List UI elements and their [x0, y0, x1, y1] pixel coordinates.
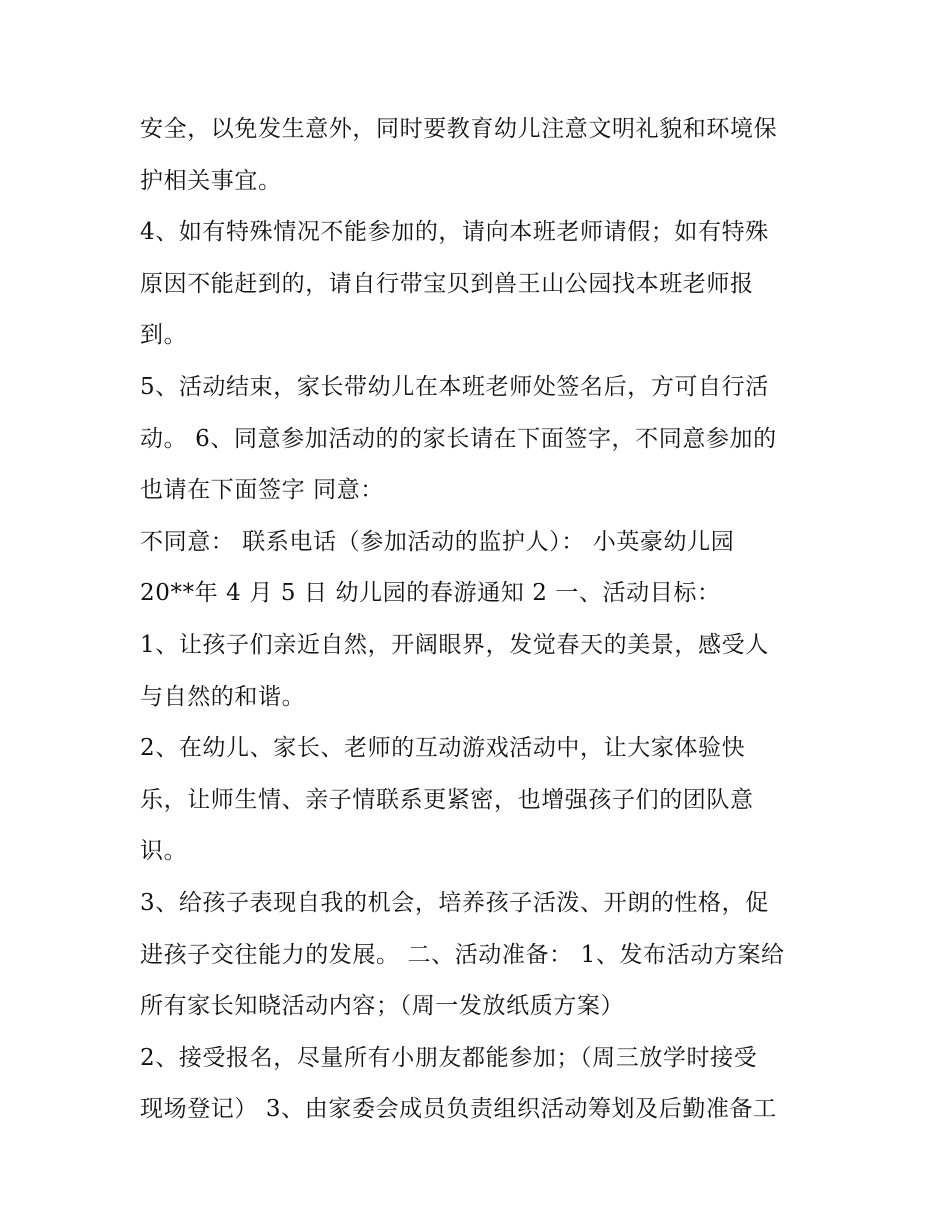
- text-line: 3、给孩子表现自我的机会，培养孩子活泼、开朗的性格，促: [140, 889, 769, 916]
- text-line: 乐，让师生情、亲子情联系更紧密，也增强孩子们的团队意: [140, 786, 754, 813]
- text-line: 与自然的和谐。: [140, 683, 306, 710]
- text-line: 5、活动结束，家长带幼儿在本班老师处签名后，方可自行活: [140, 373, 769, 400]
- text-line: 护相关事宜。: [140, 167, 282, 194]
- text-line: 现场登记） 3、由家委会成员负责组织活动筹划及后勤准备工: [140, 1096, 777, 1123]
- document-body: [140, 104, 840, 1136]
- text-line: 安全，以免发生意外，同时要教育幼儿注意文明礼貌和环境保: [140, 116, 778, 142]
- text-line: 原因不能赶到的，请自行带宝贝到兽王山公园找本班老师报: [140, 270, 754, 297]
- text-line: 也请在下面签字 同意：: [140, 477, 384, 504]
- text-line: 动。 6、同意参加活动的的家长请在下面签字，不同意参加的: [140, 425, 777, 452]
- text-line: 2、在幼儿、家长、老师的互动游戏活动中，让大家体验快: [140, 735, 746, 762]
- text-line: 1、让孩子们亲近自然，开阔眼界，发觉春天的美景，感受人: [140, 631, 769, 658]
- text-line: 不同意： 联系电话（参加活动的监护人）： 小英豪幼儿园: [140, 528, 735, 555]
- text-line: 进孩子交往能力的发展。 二、活动准备： 1、发布活动方案给: [140, 941, 785, 968]
- text-line: 到。: [140, 322, 188, 349]
- text-line: 所有家长知晓活动内容；（周一发放纸质方案）: [140, 993, 625, 1020]
- text-line: 20**年 4 月 5 日 幼儿园的春游通知 2 一、活动目标：: [140, 580, 721, 607]
- text-line: 2、接受报名，尽量所有小朋友都能参加；（周三放学时接受: [140, 1044, 758, 1071]
- text-line: 识。: [140, 838, 188, 865]
- text-line: 4、如有特殊情况不能参加的，请向本班老师请假；如有特殊: [140, 219, 769, 246]
